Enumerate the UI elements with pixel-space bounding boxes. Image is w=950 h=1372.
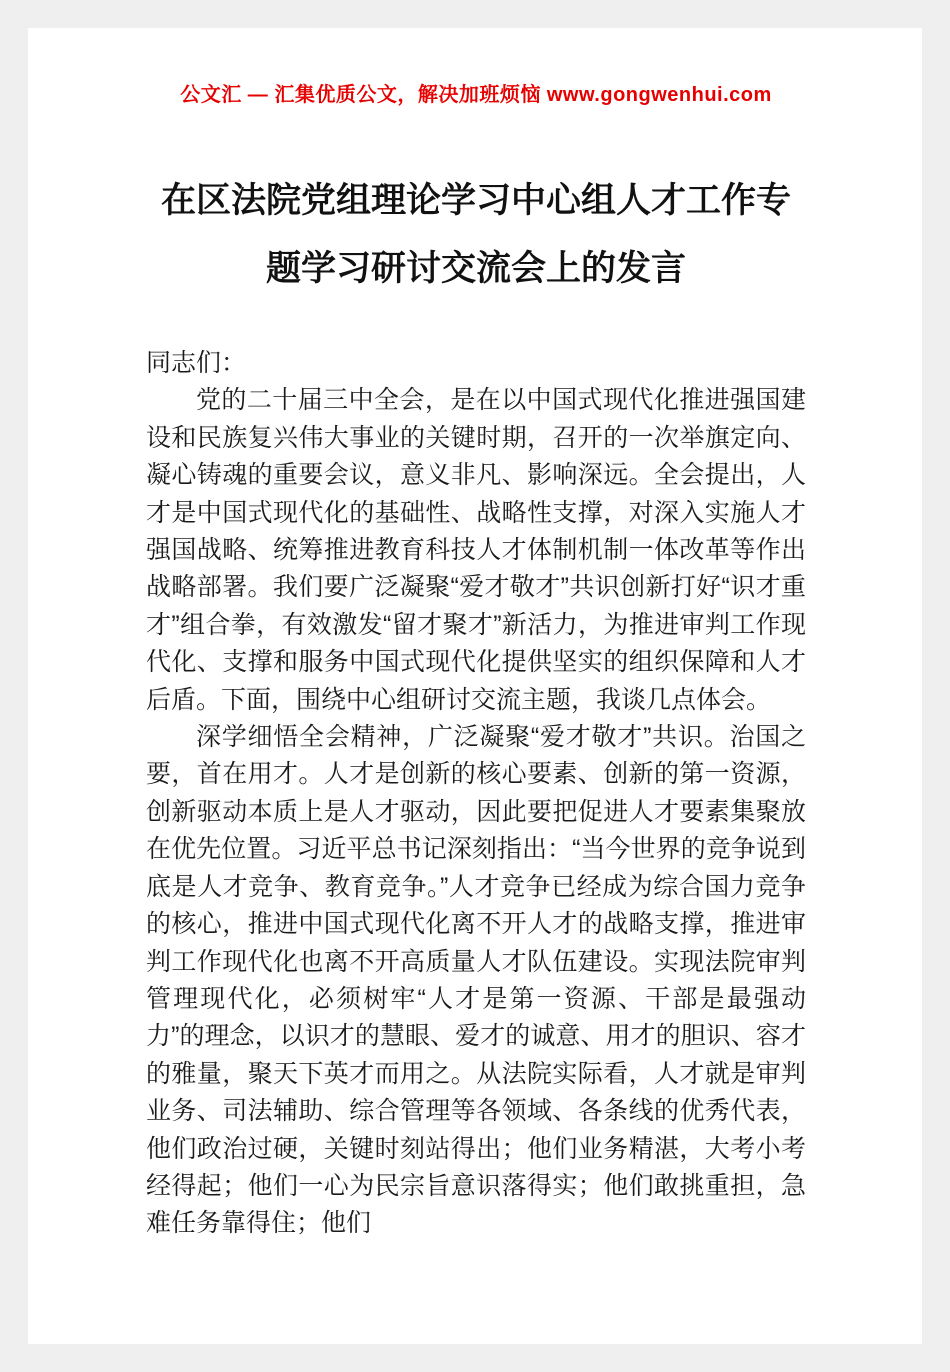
salutation: 同志们： [146,349,247,377]
document-page [28,28,922,1344]
document-body [146,345,806,1243]
document-title-line1: 在区法院党组理论学习中心组人才工作专 [160,181,791,220]
site-watermark: 公文汇 — 汇集优质公文，解决加班烦恼 www.gongwenhui.com [180,84,772,106]
paragraph: 党的二十届三中全会，是在以中国式现代化推进强国建设和民族复兴伟大事业的关键时期，召开的一次举旗定向、凝心铸魂的重要会议，意义非凡、影响深远。全会提出，人才是中国式现代化的基础性、战略性支撑，对深入实施人才强国战略、统筹推进教育科技人才体制机制一体改革等作出战略部署。我们要广泛凝聚“爱才敬才”共识创新打好“识才重才”组合拳，有效激发“留才聚才”新活力，为推进审判工作现代化、支撑和服务中国式现代化提供坚实的组织保障和人才后盾。下面，围绕中心组研讨交流主题，我谈几点体会。 [146,386,806,714]
paragraph: 深学细悟全会精神，广泛凝聚“爱才敬才”共识。治国之要，首在用才。人才是创新的核心要素、创新的第一资源，创新驱动本质上是人才驱动，因此要把促进人才要素集聚放在优先位置。习近平总书记深刻指出：“当今世界的竞争说到底是人才竞争、教育竞争。”人才竞争已经成为综合国力竞争的核心，推进中国式现代化离不开人才的战略支撑，推进审判工作现代化也离不开高质量人才队伍建设。实现法院审判管理现代化，必须树牢“人才是第一资源、干部是最强动力”的理念，以识才的慧眼、爱才的诚意、用才的胆识、容才的雅量，聚天下英才而用之。从法院实际看，人才就是审判业务、司法辅助、综合管理等各领域、各条线的优秀代表，他们政治过硬，关键时刻站得出；他们业务精湛，大考小考经得起；他们一心为民宗旨意识落得实；他们敢挑重担，急难任务靠得住；他们 [146,723,806,1238]
document-title [146,167,806,303]
document-title-line2: 题学习研讨交流会上的发言 [265,249,686,288]
